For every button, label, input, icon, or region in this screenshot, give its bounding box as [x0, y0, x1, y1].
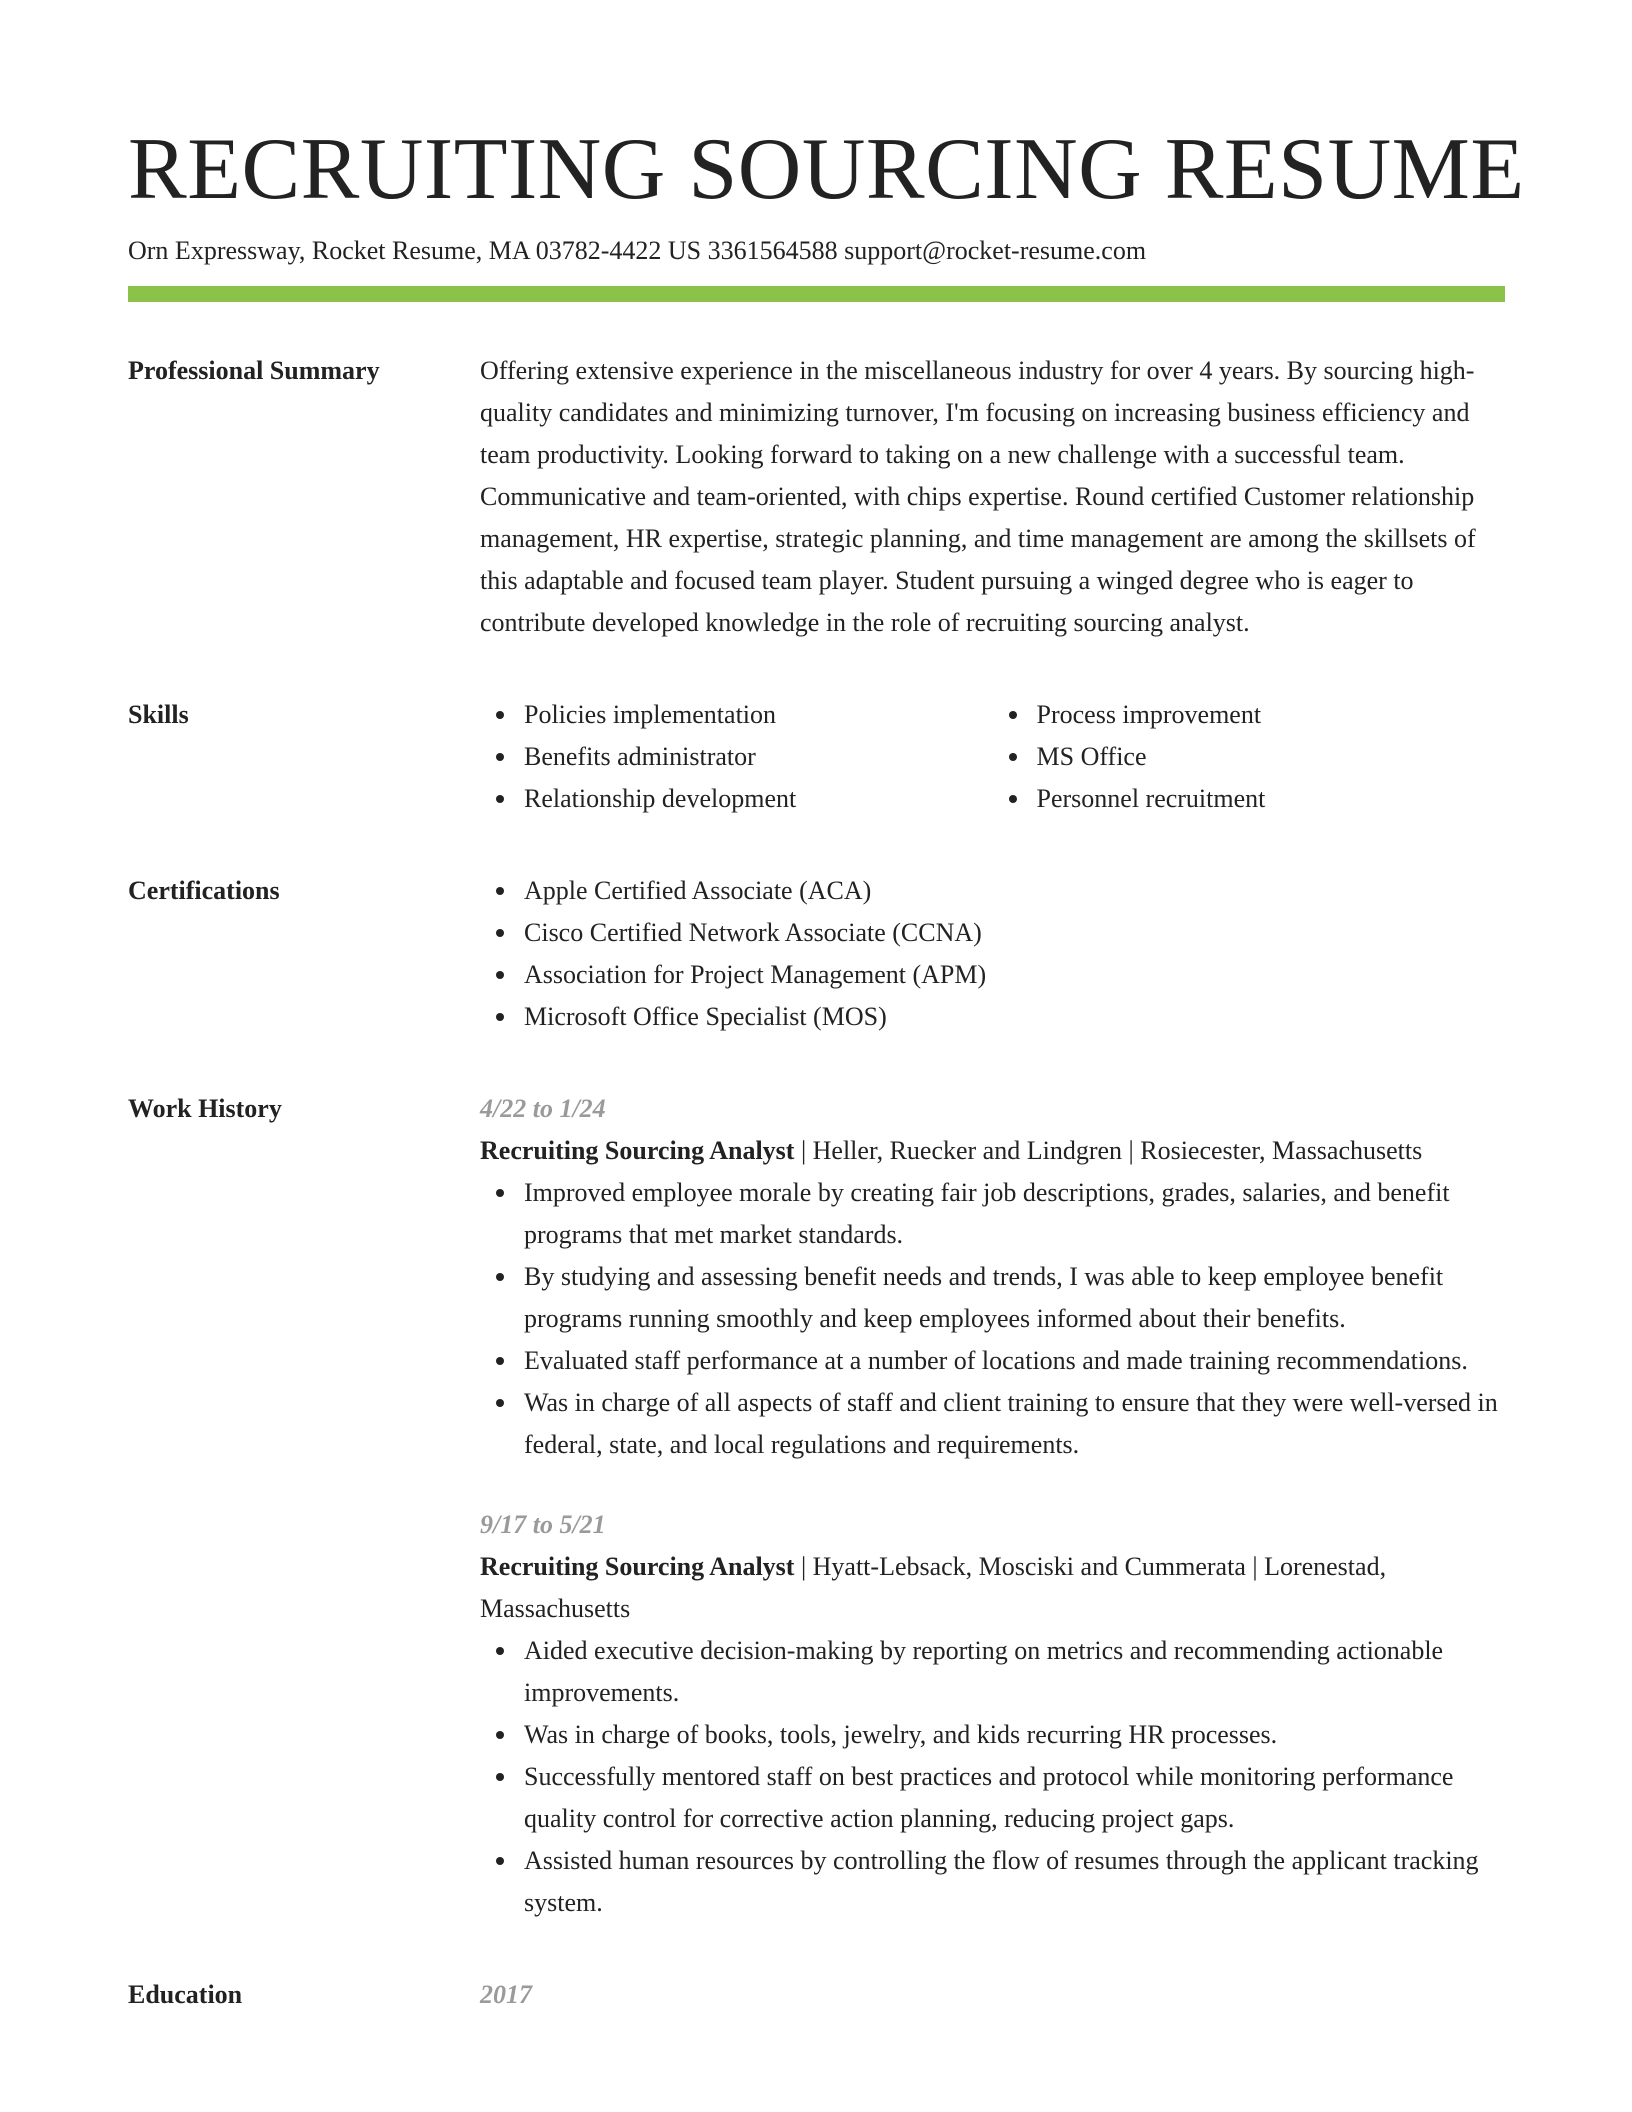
- certifications-section: [128, 870, 1505, 1038]
- contact-line: Orn Expressway, Rocket Resume, MA 03782-4422 US 3361564588 support@rocket-resume.com: [128, 236, 1147, 265]
- skill-item: Personnel recruitment: [1037, 778, 1506, 820]
- skill-item: Relationship development: [524, 778, 993, 820]
- skill-item: Process improvement: [1037, 694, 1506, 736]
- summary-text: Offering extensive experience in the miscellaneous industry for over 4 years. By sourcing high-quality candidates and minimizing turnover, I'm focusing on increasing business efficiency and team productivity. Looking forward to taking on a new challenge with a successful team. Communicative and team-oriented, with chips expertise. Round certified Customer relationship management, HR expertise, strategic planning, and time management are among the skillsets of this adaptable and focused team player. Student pursuing a winged degree who is eager to contribute developed knowledge in the role of recruiting sourcing analyst.: [480, 356, 1476, 637]
- job-entry: [480, 1504, 1505, 1924]
- job-details: | Hyatt-Lebsack, Mosciski and Cummerata | Lorenestad, Massachusetts: [480, 1552, 1387, 1623]
- skill-item: Benefits administrator: [524, 736, 993, 778]
- skill-item: MS Office: [1037, 736, 1506, 778]
- job-bullet: Evaluated staff performance at a number of locations and made training recommendations.: [524, 1340, 1505, 1382]
- job-title: Recruiting Sourcing Analyst: [480, 1136, 795, 1165]
- section-label-skills: Skills: [128, 700, 189, 729]
- education-dates: 2017: [480, 1980, 532, 2009]
- skills-section: [128, 694, 1505, 820]
- certification-item: Cisco Certified Network Associate (CCNA): [524, 912, 1505, 954]
- job-entry: [480, 1088, 1505, 1466]
- job-heading: [480, 1130, 1505, 1172]
- job-bullet: Was in charge of all aspects of staff and client training to ensure that they were well-versed in federal, state, and local regulations and requirements.: [524, 1382, 1505, 1466]
- summary-section: [128, 350, 1505, 644]
- job-details: | Heller, Ruecker and Lindgren | Rosiecester, Massachusetts: [794, 1136, 1423, 1165]
- skills-list-right: [993, 694, 1506, 820]
- job-bullets: [480, 1172, 1505, 1466]
- job-dates: 4/22 to 1/24: [480, 1094, 606, 1123]
- resume-title: RECRUITING SOURCING RESUME: [128, 121, 1525, 218]
- section-label-work-history: Work History: [128, 1094, 282, 1123]
- job-title: Recruiting Sourcing Analyst: [480, 1552, 795, 1581]
- skill-item: Policies implementation: [524, 694, 993, 736]
- job-heading: [480, 1546, 1505, 1630]
- job-bullet: Aided executive decision-making by reporting on metrics and recommending actionable improvements.: [524, 1630, 1505, 1714]
- accent-divider: [128, 286, 1505, 302]
- skills-list-left: [480, 694, 993, 820]
- section-label-certifications: Certifications: [128, 876, 280, 905]
- section-label-summary: Professional Summary: [128, 356, 380, 385]
- education-section: [128, 1974, 1505, 2016]
- certification-item: Association for Project Management (APM): [524, 954, 1505, 996]
- job-bullet: Assisted human resources by controlling the flow of resumes through the applicant tracking system.: [524, 1840, 1505, 1924]
- resume-page: [128, 120, 1525, 2016]
- work-history-section: [128, 1088, 1505, 1924]
- certification-item: Microsoft Office Specialist (MOS): [524, 996, 1505, 1038]
- certifications-list: [480, 870, 1505, 1038]
- job-dates: 9/17 to 5/21: [480, 1510, 606, 1539]
- job-bullet: Successfully mentored staff on best practices and protocol while monitoring performance quality control for corrective action planning, reducing project gaps.: [524, 1756, 1505, 1840]
- certification-item: Apple Certified Associate (ACA): [524, 870, 1505, 912]
- section-label-education: Education: [128, 1980, 243, 2009]
- job-bullet: Was in charge of books, tools, jewelry, and kids recurring HR processes.: [524, 1714, 1505, 1756]
- job-bullet: By studying and assessing benefit needs and trends, I was able to keep employee benefit programs running smoothly and keep employees informed about their benefits.: [524, 1256, 1505, 1340]
- job-bullet: Improved employee morale by creating fair job descriptions, grades, salaries, and benefit programs that met market standards.: [524, 1172, 1505, 1256]
- job-bullets: [480, 1630, 1505, 1924]
